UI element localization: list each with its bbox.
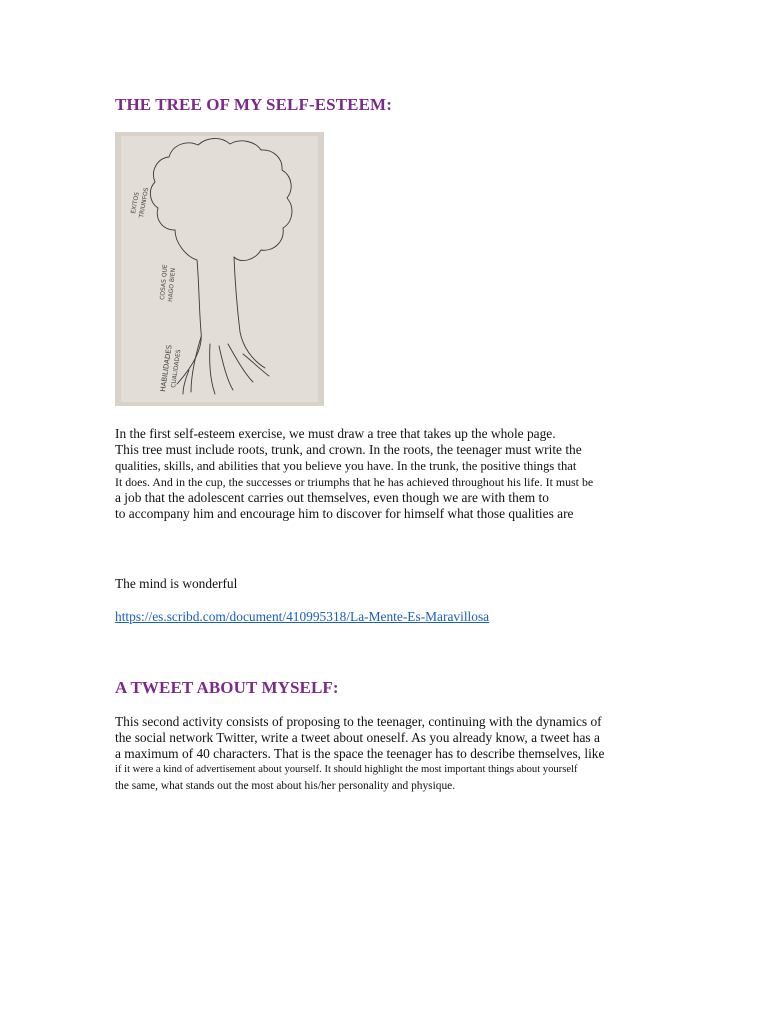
- text-line: This tree must include roots, trunk, and crown. In the roots, the teenager must write the: [115, 442, 582, 457]
- text-line: the same, what stands out the most about his/her personality and physique.: [115, 780, 456, 792]
- text-line: a maximum of 40 characters. That is the space the teenager has to describe themselves, like: [115, 746, 605, 761]
- svg-text:HAGO BIEN: HAGO BIEN: [167, 267, 177, 303]
- source-link[interactable]: https://es.scribd.com/document/410995318/La-Mente-Es-Maravillosa: [115, 609, 490, 624]
- tree-heading: THE TREE OF MY SELF-ESTEEM:: [115, 95, 392, 114]
- tweet-description: [115, 714, 660, 794]
- text-line: qualities, skills, and abilities that you believe you have. In the trunk, the positive things that: [115, 459, 577, 473]
- tree-description: [115, 426, 660, 522]
- text-line: It does. And in the cup, the successes or triumphs that he has achieved throughout his life. It must be: [115, 475, 594, 489]
- text-line: In the first self-esteem exercise, we must draw a tree that takes up the whole page.: [115, 426, 556, 441]
- source-label: The mind is wonderful: [115, 576, 238, 591]
- svg-text:CUALIDADES: CUALIDADES: [170, 349, 183, 389]
- text-line: the social network Twitter, write a tweet about oneself. As you already know, a tweet has a: [115, 730, 600, 745]
- svg-text:COSAS QUE: COSAS QUE: [159, 264, 170, 301]
- text-line: to accompany him and encourage him to discover for himself what those qualities are: [115, 506, 574, 521]
- svg-text:HABILIDADES: HABILIDADES: [159, 344, 174, 393]
- text-line: a job that the adolescent carries out themselves, even though we are with them to: [115, 490, 549, 505]
- svg-text:ÉXITOS: ÉXITOS: [130, 191, 141, 215]
- tree-drawing-image: [115, 132, 324, 406]
- svg-text:TRIUNFOS: TRIUNFOS: [138, 187, 151, 219]
- text-line: This second activity consists of proposing to the teenager, continuing with the dynamics of: [115, 714, 602, 729]
- text-line: if it were a kind of advertisement about yourself. It should highlight the most important things about yourself: [115, 764, 578, 775]
- tweet-heading: A TWEET ABOUT MYSELF:: [115, 678, 339, 697]
